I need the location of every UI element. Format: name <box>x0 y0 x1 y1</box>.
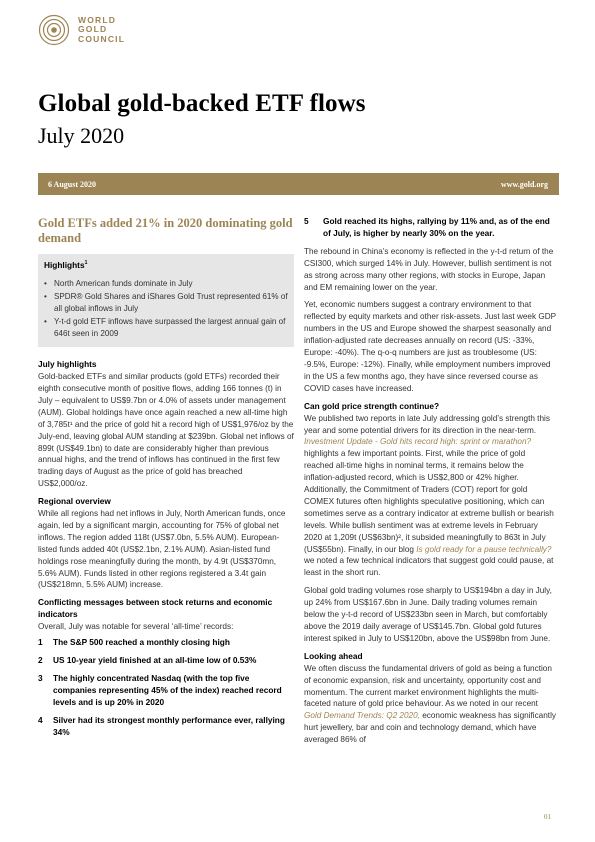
trading-volumes-paragraph: Global gold trading volumes rose sharply to US$194bn a day in July, up 24% from US$167.6bn in June. Daily trading volumes remain below the y-t-d record of US$233bn seen in March, but comfortably above the 2019 daily average of US$145.7bn. Global gold futures interest spiked in July to US$120bn, above the US$98bn from June. <box>304 586 552 643</box>
regional-overview-heading: Regional overview <box>38 496 111 507</box>
investment-update-link[interactable]: Investment Update - Gold hits record high: sprint or marathon? <box>304 437 532 447</box>
right-column <box>304 216 557 752</box>
looking-ahead-text: We often discuss the fundamental drivers of gold as being a function of economic expansion, risk and uncertainty, opportunity cost and momentum. The current market environment highlights the multi-faceted nature of gold price behaviour. As we noted in our recent Gold Demand Trends: Q2 2020, economic weakness has significantly hurt jewellery, bar and coin and technology demand, which have averaged 86% of <box>304 663 556 745</box>
records-list-continued <box>304 216 557 240</box>
highlight-item: • Y-t-d gold ETF inflows have surpassed the largest annual gain of 646t seen in 2009 <box>44 316 288 339</box>
record-item: 5 Gold reached its highs, rallying by 11% and, as of the end of July, is higher by nearly 30% on the year. <box>304 216 550 238</box>
logo-line-2: GOLD <box>78 24 108 35</box>
conflicting-messages-heading: Conflicting messages between stock returns and economic indicators <box>38 597 273 620</box>
page-number: 01 <box>544 813 551 821</box>
document-title: Global gold-backed ETF flows <box>38 90 366 117</box>
document-subtitle: July 2020 <box>38 123 125 148</box>
regional-overview-text: While all regions had net inflows in July, North American funds, once again, led by a significant margin, accounting for 75% of global net inflows. The region added 118t (US$7.0bn, 5.5% AUM). European-listed funds added 40t (US$2.1bn, 2.1% AUM). Asian-listed fund holdings rose meaningfully during the month, by 4.9t (US$370mn, 5.6% AUM). Funds listed in other regions registered a 3.4t gain (US$218mn, 5.5% AUM) increase. <box>38 509 286 590</box>
logo-line-1: WORLD <box>78 14 117 25</box>
blog-link[interactable]: Is gold ready for a pause technically? <box>416 544 552 554</box>
footnote-marker: 1 <box>84 260 88 266</box>
publication-date: 6 August 2020 <box>48 179 97 189</box>
highlight-item: • North American funds dominate in July <box>44 278 288 290</box>
record-item: 4 Silver had its strongest monthly performance ever, rallying 34% <box>38 714 285 737</box>
gold-price-strength-text: We published two reports in late July addressing gold’s strength this year and some potential drivers for its direction in the near-term. Investment Update - Gold hits record high: sprint or marathon? highlights a few important points. First, while the price of gold reached all-time highs in nominal terms, it remains below the inflation-adjusted record, which is US$2,800 or 42% higher. Additionally, the Commitment of Traders (COT) report for gold COMEX futures often highlights speculative positioning, which can sometimes serve as a contrary indicator at extreme bullish or bearish levels. While bullish sentiment was at extreme levels in February 2020 at 1,209t (US$63bn)², it subsided meaningfully to 863t in July (US$55bn). Finally, in our blog Is gold ready for a pause technically? we noted a few technical indicators that suggest gold could pause, at least in the short run. <box>304 413 554 578</box>
logo-line-3: COUNCIL <box>78 33 126 44</box>
website-link[interactable]: www.gold.org <box>500 179 548 189</box>
highlight-item: • SPDR® Gold Shares and iShares Gold Trust represented 61% of all global inflows in July <box>44 291 288 314</box>
gold-price-strength-heading: Can gold price strength continue? <box>304 400 440 411</box>
looking-ahead-heading: Looking ahead <box>304 650 363 661</box>
gold-demand-trends-link[interactable]: Gold Demand Trends: Q2 2020, <box>304 711 420 721</box>
highlights-title: Highlights$^1$ <box>44 259 88 270</box>
logo-wordmark <box>78 16 125 45</box>
world-gold-council-logo <box>38 14 125 46</box>
left-column <box>38 216 294 744</box>
highlights-list <box>44 278 288 340</box>
july-highlights-heading: July highlights <box>38 359 97 370</box>
date-band <box>38 173 559 195</box>
records-list <box>38 637 294 738</box>
economic-numbers-paragraph: Yet, economic numbers suggest a contrary environment to that reflected by equity markets and other risk-assets. Just last week GDP numbers in the US and Europe showed the sharpest seasonally and inflation-adjusted rate decreases annually on record (US: -33%, Europe: -40%). The q-o-q numbers are just as troublesome (US: -9.5%, Europe: -12%). Finally, while employment numbers improved in the US a few months ago, they have since reversed course as COVID cases have increased. <box>304 300 556 393</box>
july-highlights-text: Gold-backed ETFs and similar products (gold ETFs) recorded their eighth consecutive month of positive flows, adding 166 tonnes (t) in July – equivalent to US$9.7bn or 4.0% of assets under management (AUM). Global holdings have once again reached a new all-time high of 3,785t¹ and the price of gold hit a record high of US$1,976/oz by the July-end, leaving global AUM standing at $239bn. Global net inflows of 899t (US$49.1bn) to date are considerably higher than previous annual highs, and the trend of inflows has continued in the first few trading days of August as the price of gold has breached US$2,000/oz. <box>38 372 294 489</box>
china-rebound-paragraph: The rebound in China’s economy is reflected in the y-t-d return of the CSI300, which surged 14% in July. However, bullish sentiment is not as strong across many other regions, with stocks in Europe, Japan and EM remaining lower on the year. <box>304 246 554 292</box>
record-item: 1 The S&P 500 reached a monthly closing high <box>38 637 230 648</box>
record-item: 3 The highly concentrated Nasdaq (with the top five companies representing 45% of the index) reached record levels and is up 20% in 2020 <box>38 672 282 707</box>
section-title: Gold ETFs added 21% in 2020 dominating gold demand <box>38 216 293 245</box>
record-item: 2 US 10-year yield finished at an all-time low of 0.53% <box>38 655 257 666</box>
gold-council-emblem-icon <box>38 14 70 46</box>
conflicting-messages-text: Overall, July was notable for several ‘all-time’ records: <box>38 622 234 632</box>
highlights-box <box>38 254 294 347</box>
